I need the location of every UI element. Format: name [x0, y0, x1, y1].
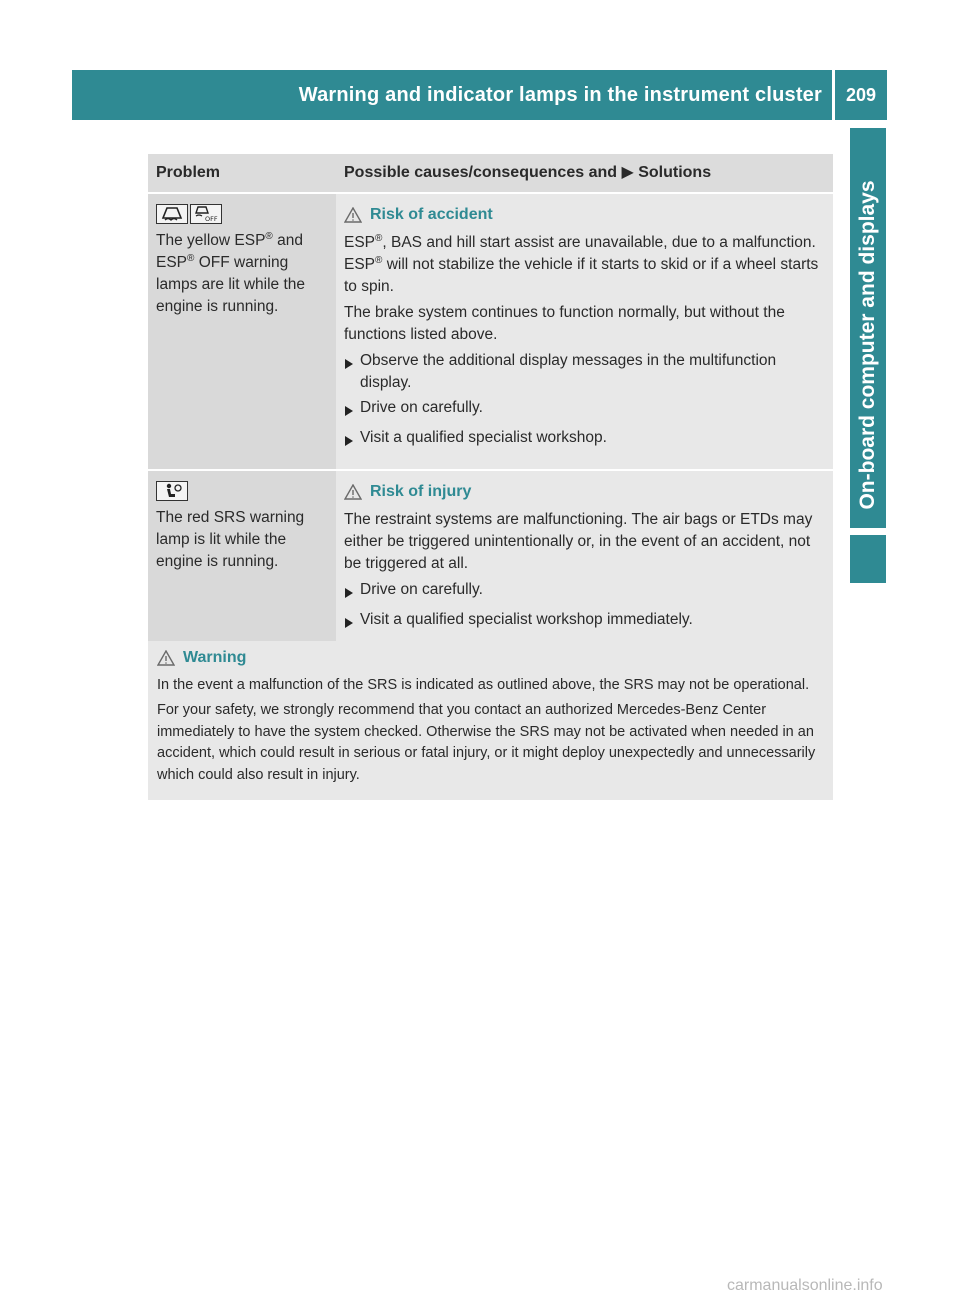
esp-warning-icon: [156, 204, 188, 224]
lamp-icons: [156, 204, 328, 224]
arrow-right-icon: [344, 350, 360, 394]
cause-paragraph: [344, 232, 825, 298]
cause-paragraph: The restraint systems are malfunctioning. The air bags or ETDs may either be triggered unintentionally or, in the event of an accident, not be triggered at all.: [344, 511, 813, 572]
consequence-paragraph: The brake system continues to function normally, but without the functions listed above.: [344, 304, 785, 343]
table-header-row: [148, 154, 833, 193]
registered-mark: ®: [187, 252, 195, 264]
warning-heading: [344, 481, 825, 503]
warning-title: Warning: [183, 649, 247, 666]
step-text: Drive on carefully.: [360, 581, 483, 598]
esp-off-icon: [190, 204, 222, 224]
step-text: Visit a qualified specialist workshop.: [360, 429, 607, 446]
side-tab-label: On-board computer and displays: [856, 180, 879, 510]
problem-text: OFF warning lamps are lit while the engine is running.: [156, 254, 306, 315]
warning-heading: [157, 647, 825, 669]
solution-step: [344, 427, 825, 454]
registered-mark: ®: [375, 254, 383, 266]
solution-cell: [336, 470, 833, 652]
column-header-problem: Problem: [148, 154, 336, 193]
warning-title: Risk of accident: [370, 206, 493, 223]
warning-box: [148, 641, 833, 800]
arrow-right-icon: [344, 609, 360, 636]
problem-text: and ESP: [156, 232, 303, 271]
step-text: Visit a qualified specialist workshop immediately.: [360, 611, 693, 628]
cause-text: , BAS and hill start assist are unavailable, due to a malfunction. ESP: [344, 234, 816, 273]
solution-step: [344, 350, 825, 394]
side-tab-marker: [850, 535, 886, 583]
warning-triangle-icon: [344, 484, 362, 500]
warning-heading: [344, 204, 825, 226]
lamp-icons: [156, 481, 328, 501]
svg-text:OFF: OFF: [205, 215, 218, 222]
page-number-text: 209: [845, 84, 877, 105]
registered-mark: ®: [265, 230, 273, 242]
registered-mark: ®: [375, 232, 383, 244]
solution-step: [344, 609, 825, 636]
problem-description: The red SRS warning lamp is lit while the engine is running.: [156, 509, 305, 570]
warning-paragraph: For your safety, we strongly recommend that you contact an authorized Mercedes-Benz Center immediately to have the system checked. Otherwise the SRS may not be activated when needed in an accident, which could result in serious or fatal injury, or it might deploy unexpectedly and unnecessarily which could also result in injury.: [157, 702, 816, 783]
arrow-right-icon: [344, 427, 360, 454]
warning-triangle-icon: [344, 207, 362, 223]
column-header-solutions: Possible causes/consequences and ▶ Solutions: [336, 154, 833, 193]
cause-text: will not stabilize the vehicle if it starts to skid or if a wheel starts to spin.: [344, 256, 819, 295]
page-number: [835, 70, 887, 120]
step-text: Drive on carefully.: [360, 399, 483, 416]
problem-cell: [148, 193, 336, 470]
header-title-text: Warning and indicator lamps in the instrument cluster: [298, 83, 822, 106]
warning-title: Risk of injury: [370, 483, 472, 500]
watermark: carmanualsonline.info: [727, 1277, 883, 1294]
problem-solutions-table: [148, 154, 833, 653]
solution-cell: [336, 193, 833, 470]
arrow-right-icon: [344, 397, 360, 424]
step-text: Observe the additional display messages in the multifunction display.: [360, 352, 777, 391]
solution-step: [344, 579, 825, 606]
problem-cell: [148, 470, 336, 652]
problem-description: [156, 230, 328, 318]
problem-text: The yellow ESP: [156, 232, 266, 249]
warning-paragraph: In the event a malfunction of the SRS is indicated as outlined above, the SRS may not be operational.: [157, 676, 810, 693]
srs-airbag-icon: [156, 481, 188, 501]
table-row: [148, 470, 833, 652]
warning-triangle-icon: [157, 650, 175, 666]
arrow-right-icon: [344, 579, 360, 606]
solution-step: [344, 397, 825, 424]
table-row: [148, 193, 833, 470]
cause-text: ESP: [344, 234, 376, 251]
page-header-title: [72, 70, 832, 120]
